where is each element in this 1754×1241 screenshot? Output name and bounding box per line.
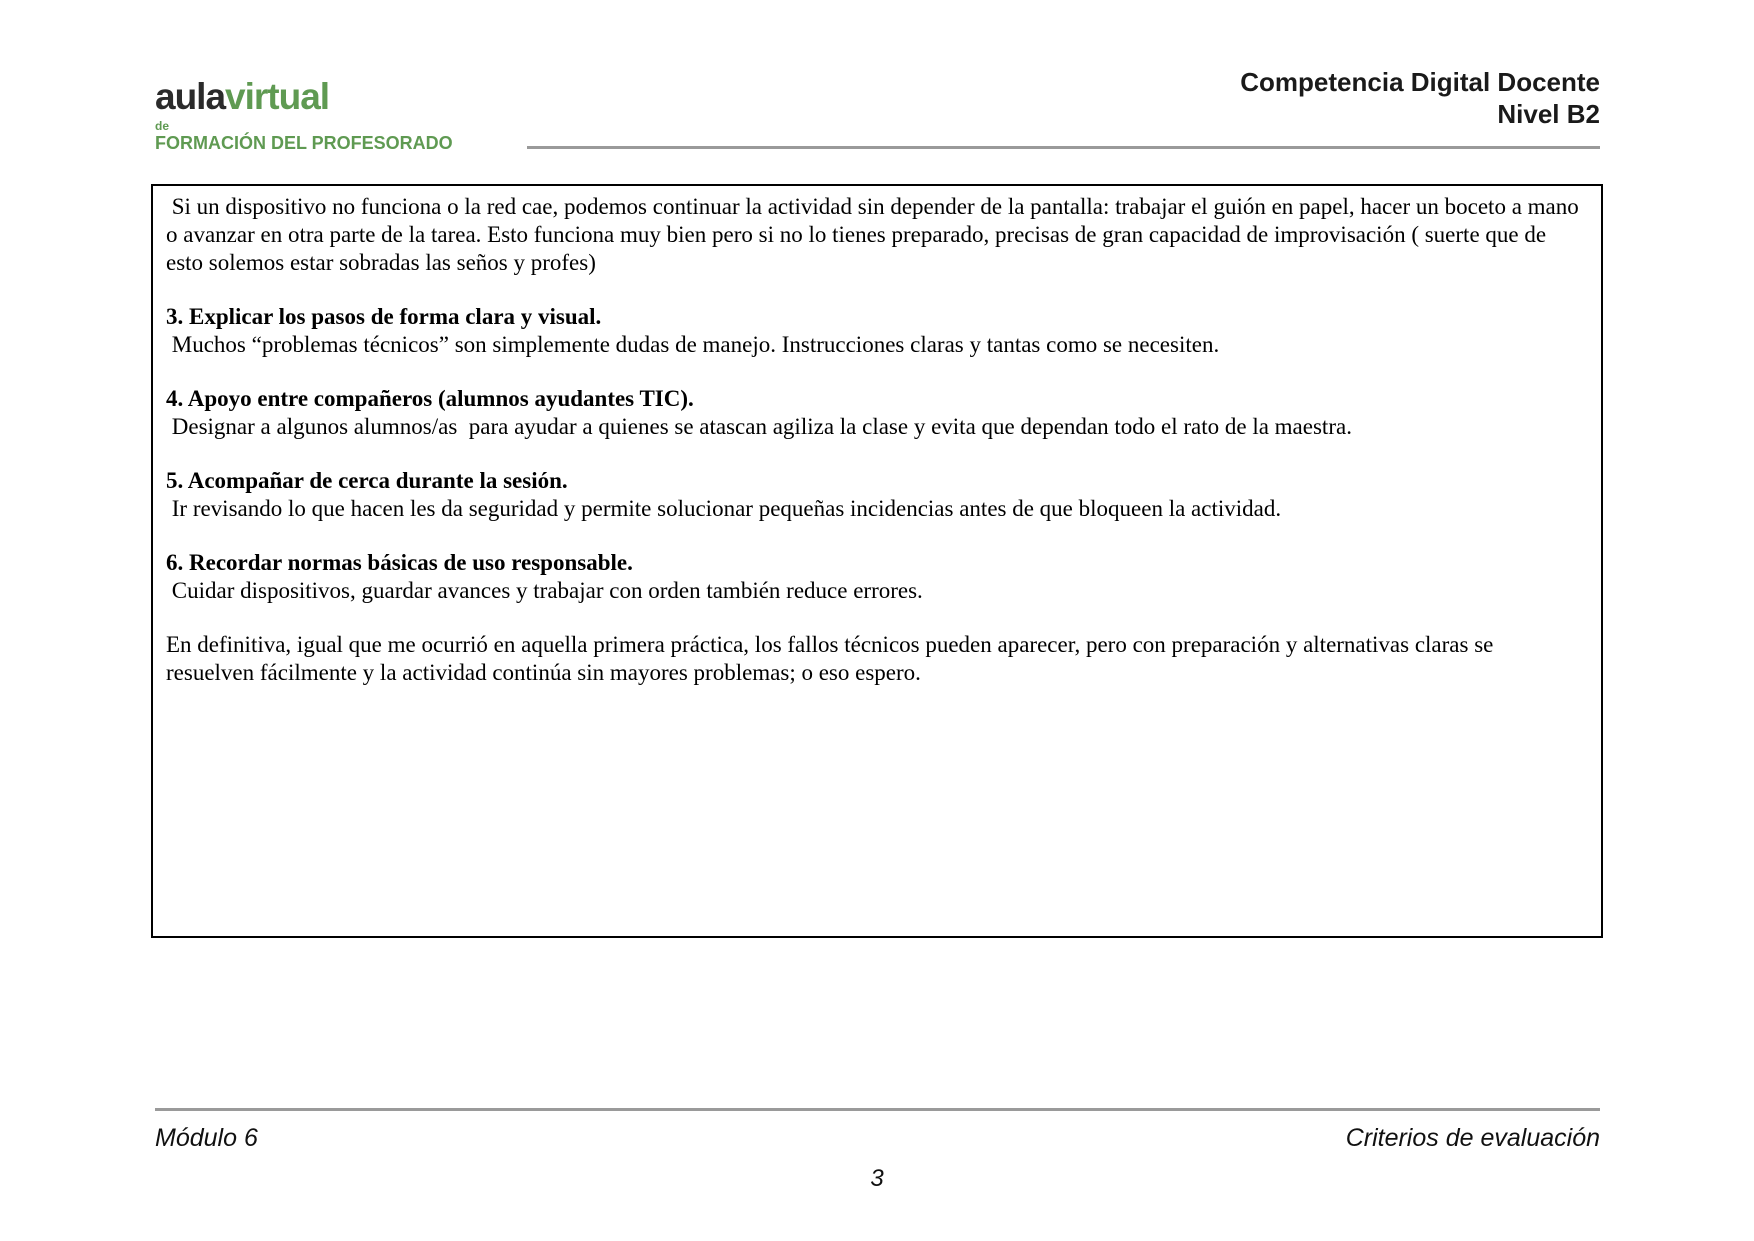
closing-paragraph: En definitiva, igual que me ocurrió en aquella primera práctica, los fallos técnicos pueden aparecer, pero con preparación y alternativas claras se resuelven fácilmente y la actividad continúa sin mayores problemas; o eso espero. — [166, 632, 1500, 685]
header-title-line2: Nivel B2 — [1497, 99, 1600, 129]
section-5 — [166, 467, 1585, 523]
section-5-heading: 5. Acompañar de cerca durante la sesión. — [166, 468, 568, 493]
footer-divider — [155, 1108, 1600, 1111]
section-5-body: Ir revisando lo que hacen les da seguridad y permite solucionar pequeñas incidencias antes de que bloqueen la actividad. — [166, 496, 1282, 521]
intro-paragraph: Si un dispositivo no funciona o la red cae, podemos continuar la actividad sin depender de la pantalla: trabajar el guión en papel, hacer un boceto a mano o avanzar en otra parte de la tarea. Esto funciona muy bien pero si no lo tienes preparado, precisas de gran capacidad de improvisación ( suerte que de esto solemos estar sobradas las seños y profes) — [166, 194, 1585, 275]
logo-text-aula: aula — [155, 76, 226, 117]
logo-text-virtual: virtual — [225, 76, 330, 117]
logo-text-de: de — [155, 119, 170, 133]
page-number: 3 — [870, 1165, 884, 1192]
section-3 — [166, 303, 1585, 359]
section-4-heading: 4. Apoyo entre compañeros (alumnos ayudantes TIC). — [166, 386, 694, 411]
section-4 — [166, 385, 1585, 441]
document-header-title — [1240, 66, 1600, 130]
content-box — [151, 184, 1603, 938]
footer-section-label: Criterios de evaluación — [1345, 1124, 1600, 1152]
section-3-body: Muchos “problemas técnicos” son simplemente dudas de manejo. Instrucciones claras y tantas como se necesiten. — [166, 332, 1220, 357]
header-title-line1: Competencia Digital Docente — [1240, 67, 1600, 97]
section-4-body: Designar a algunos alumnos/as para ayudar a quienes se atascan agiliza la clase y evita que dependan todo el rato de la maestra. — [166, 414, 1352, 439]
section-6-heading: 6. Recordar normas básicas de uso responsable. — [166, 550, 633, 575]
logo-subline: FORMACIÓN DEL PROFESORADO — [155, 133, 453, 153]
section-3-heading: 3. Explicar los pasos de forma clara y visual. — [166, 304, 602, 329]
section-6-body: Cuidar dispositivos, guardar avances y trabajar con orden también reduce errores. — [166, 578, 923, 603]
section-6 — [166, 549, 1585, 605]
logo-wordmark — [155, 76, 329, 117]
footer-module-label: Módulo 6 — [155, 1124, 258, 1152]
header-divider — [527, 146, 1600, 149]
aulavirtual-logo — [155, 78, 453, 154]
